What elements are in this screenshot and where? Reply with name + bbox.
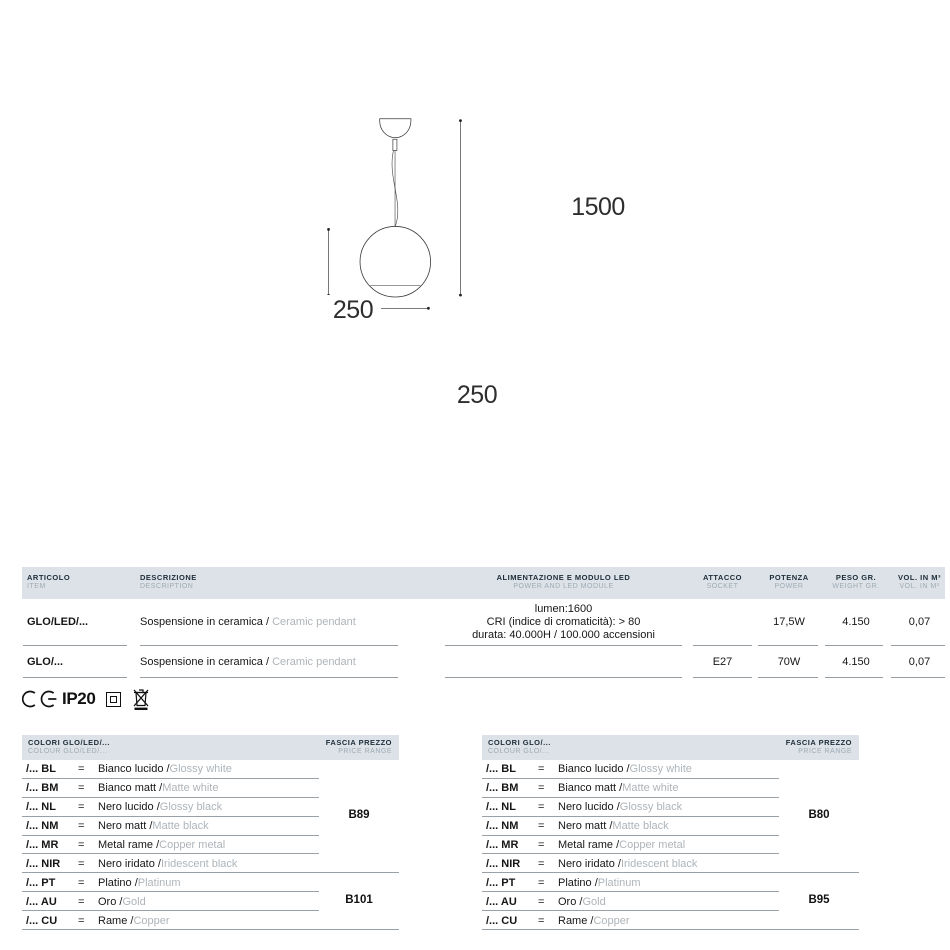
equals-sign: = — [78, 782, 85, 795]
equals-sign: = — [78, 857, 85, 870]
power-module-line: lumen:1600 — [534, 603, 593, 615]
socket-value: E27 — [712, 656, 733, 668]
dimension-height-label: 1500 — [566, 192, 630, 223]
color-name-en: Copper metal — [159, 839, 226, 851]
equals-sign: = — [538, 801, 545, 814]
power-value: 70W — [777, 656, 801, 668]
color-code: /... PT — [486, 876, 516, 889]
color-name-en: Gold — [122, 895, 146, 908]
equals-sign: = — [78, 763, 85, 776]
color-name-en: Iridescent black — [160, 857, 238, 870]
color-table-glo-led — [22, 735, 399, 930]
color-row — [482, 911, 859, 930]
equals-sign: = — [538, 914, 545, 927]
price-range-header — [786, 738, 852, 756]
power-module-info — [445, 603, 682, 641]
color-row — [22, 760, 399, 779]
color-row — [22, 911, 399, 930]
title-it: COLORI GLO/LED/... — [28, 738, 110, 748]
price-range-value: B80 — [808, 809, 830, 821]
color-code: /... BM — [486, 782, 519, 795]
color-row — [22, 779, 399, 798]
color-name-it: Bianco lucido / — [558, 763, 630, 776]
price-range-value: B101 — [345, 894, 373, 906]
col-header-alimentazione — [445, 573, 682, 592]
color-name-it: Bianco matt / — [558, 782, 623, 795]
color-code: /... NM — [486, 820, 519, 833]
title-en: COLOUR GLO/... — [488, 747, 550, 755]
color-name-it: Rame / — [98, 914, 134, 927]
color-row — [482, 779, 859, 798]
color-code: /... NIR — [486, 857, 521, 870]
equals-sign: = — [538, 820, 545, 833]
equals-sign: = — [78, 914, 85, 927]
color-code: /... PT — [26, 876, 56, 889]
equals-sign: = — [78, 820, 85, 833]
color-name-it: Nero matt / — [98, 820, 153, 833]
col-header-it: PESO GR. — [835, 573, 877, 582]
col-header-descrizione — [140, 573, 320, 592]
color-name-en: Matte white — [622, 782, 679, 795]
color-name-en: Glossy white — [169, 763, 232, 776]
color-name-it: Platino / — [98, 876, 138, 889]
weight-value: 4.150 — [842, 656, 870, 668]
title-it: COLORI GLO/... — [488, 738, 551, 748]
row-divider — [693, 677, 752, 678]
ip-rating-label: IP20 — [62, 689, 96, 708]
col-header-en: POWER — [774, 583, 804, 591]
color-row — [482, 854, 859, 873]
ce-mark-icon — [22, 690, 58, 708]
power-module-line: durata: 40.000H / 100.000 accensioni — [472, 628, 655, 641]
color-code: /... NL — [486, 801, 516, 814]
equals-sign: = — [78, 839, 85, 851]
col-header-potenza — [758, 573, 820, 592]
weight-value: 4.150 — [842, 616, 870, 628]
price-title-en: PRICE RANGE — [798, 747, 852, 755]
color-name-it: Nero lucido / — [558, 801, 620, 814]
color-name-it: Bianco matt / — [98, 782, 163, 795]
equals-sign: = — [78, 876, 85, 889]
row-divider — [23, 677, 127, 678]
title-en: COLOUR GLO/LED/... — [28, 747, 108, 755]
color-name-en: Platinum — [597, 876, 641, 889]
description-en: Ceramic pendant — [272, 616, 356, 628]
row-divider — [140, 677, 398, 678]
color-name-en: Matte white — [162, 782, 219, 795]
power-value: 17,5W — [773, 616, 805, 628]
color-table-title — [28, 738, 110, 756]
col-header-it: ALIMENTAZIONE E MODULO LED — [496, 573, 631, 582]
equals-sign: = — [538, 876, 545, 889]
volume-value: 0,07 — [908, 616, 931, 628]
col-header-it: ATTACCO — [702, 573, 743, 582]
description-it: Sospensione in ceramica / — [140, 616, 273, 628]
color-code: /... MR — [26, 839, 59, 851]
col-header-en: POWER AND LED MODULE — [513, 583, 614, 591]
color-code: /... NM — [26, 820, 59, 833]
col-header-en: VOL. IN M³ — [899, 583, 940, 591]
color-name-it: Nero lucido / — [98, 801, 160, 814]
description-it: Sospensione in ceramica / — [140, 656, 273, 668]
col-header-en: WEIGHT GR. — [832, 583, 880, 591]
price-title-it: FASCIA PREZZO — [785, 738, 852, 748]
color-code: /... CU — [486, 914, 518, 927]
color-name-it: Platino / — [558, 876, 598, 889]
color-table-title — [488, 738, 551, 756]
col-header-it: ARTICOLO — [27, 573, 71, 582]
col-header-en: DESCRIPTION — [140, 583, 194, 591]
color-code: /... AU — [486, 895, 517, 908]
color-name-en: Copper — [133, 914, 170, 927]
color-name-it: Oro / — [558, 895, 583, 908]
price-range-value: B95 — [808, 894, 830, 906]
price-title-en: PRICE RANGE — [338, 747, 392, 755]
color-code: /... BM — [26, 782, 59, 795]
color-code: /... MR — [486, 839, 519, 851]
col-header-attacco — [693, 573, 752, 592]
row-divider — [758, 677, 818, 678]
color-name-it: Metal rame / — [558, 839, 620, 851]
certifications-row — [22, 687, 150, 711]
color-name-en: Gold — [582, 895, 606, 908]
color-name-en: Matte black — [612, 820, 669, 833]
col-header-it: VOL. IN M³ — [898, 573, 941, 582]
color-code: /... CU — [26, 914, 58, 927]
color-name-en: Glossy white — [629, 763, 692, 776]
row-divider — [445, 645, 682, 646]
col-header-peso — [825, 573, 887, 592]
row-divider — [758, 645, 818, 646]
power-module-line: CRI (indice di cromaticità): > 80 — [486, 615, 641, 628]
color-row — [482, 873, 859, 892]
col-header-en: ITEM — [27, 583, 46, 591]
color-code: /... NIR — [26, 857, 61, 870]
col-header-articolo — [27, 573, 127, 592]
color-name-it: Metal rame / — [98, 839, 160, 851]
color-table-header — [482, 735, 859, 760]
equals-sign: = — [538, 763, 545, 776]
article-code: GLO/... — [27, 656, 64, 668]
col-header-en: SOCKET — [706, 583, 739, 591]
col-header-it: POTENZA — [769, 573, 809, 582]
equals-sign: = — [538, 895, 545, 908]
row-divider — [693, 645, 752, 646]
color-table-glo — [482, 735, 859, 930]
color-row — [22, 873, 399, 892]
color-code: /... AU — [26, 895, 57, 908]
dimension-sphere-width-label: 250 — [449, 380, 505, 411]
row-divider — [140, 645, 398, 646]
description-en: Ceramic pendant — [272, 656, 356, 668]
row-divider — [23, 645, 127, 646]
col-header-volume — [891, 573, 948, 592]
equals-sign: = — [78, 801, 85, 814]
equals-sign: = — [78, 895, 85, 908]
color-code: /... BL — [26, 763, 56, 776]
dimension-sphere-height-label: 250 — [325, 295, 381, 326]
color-name-en: Glossy black — [619, 801, 683, 814]
price-title-it: FASCIA PREZZO — [325, 738, 392, 748]
row-divider — [891, 677, 945, 678]
color-name-en: Copper metal — [619, 839, 686, 851]
row-divider — [825, 645, 883, 646]
color-name-en: Platinum — [137, 876, 181, 889]
article-code: GLO/LED/... — [27, 616, 89, 628]
equals-sign: = — [538, 857, 545, 870]
price-range-header — [326, 738, 392, 756]
equals-sign: = — [538, 782, 545, 795]
color-name-it: Nero iridato / — [98, 857, 161, 870]
price-range-value: B89 — [348, 809, 370, 821]
color-name-it: Nero matt / — [558, 820, 613, 833]
color-row — [22, 854, 399, 873]
description — [140, 616, 356, 629]
volume-value: 0,07 — [908, 656, 931, 668]
row-divider — [445, 677, 682, 678]
color-row — [482, 836, 859, 855]
color-row — [22, 836, 399, 855]
row-divider — [891, 645, 945, 646]
color-name-it: Nero iridato / — [558, 857, 621, 870]
equals-sign: = — [538, 839, 545, 851]
color-row — [482, 760, 859, 779]
col-header-it: DESCRIZIONE — [140, 573, 197, 582]
color-table-header — [22, 735, 399, 760]
class-ii-insulation-icon — [106, 692, 121, 707]
color-name-it: Oro / — [98, 895, 123, 908]
color-name-en: Matte black — [152, 820, 209, 833]
color-name-en: Copper — [593, 914, 630, 927]
color-code: /... BL — [486, 763, 516, 776]
color-code: /... NL — [26, 801, 56, 814]
color-name-en: Glossy black — [159, 801, 223, 814]
row-divider — [825, 677, 883, 678]
description — [140, 656, 356, 669]
color-name-it: Bianco lucido / — [98, 763, 170, 776]
weee-bin-icon — [132, 687, 150, 711]
color-name-en: Iridescent black — [620, 857, 698, 870]
color-name-it: Rame / — [558, 914, 594, 927]
